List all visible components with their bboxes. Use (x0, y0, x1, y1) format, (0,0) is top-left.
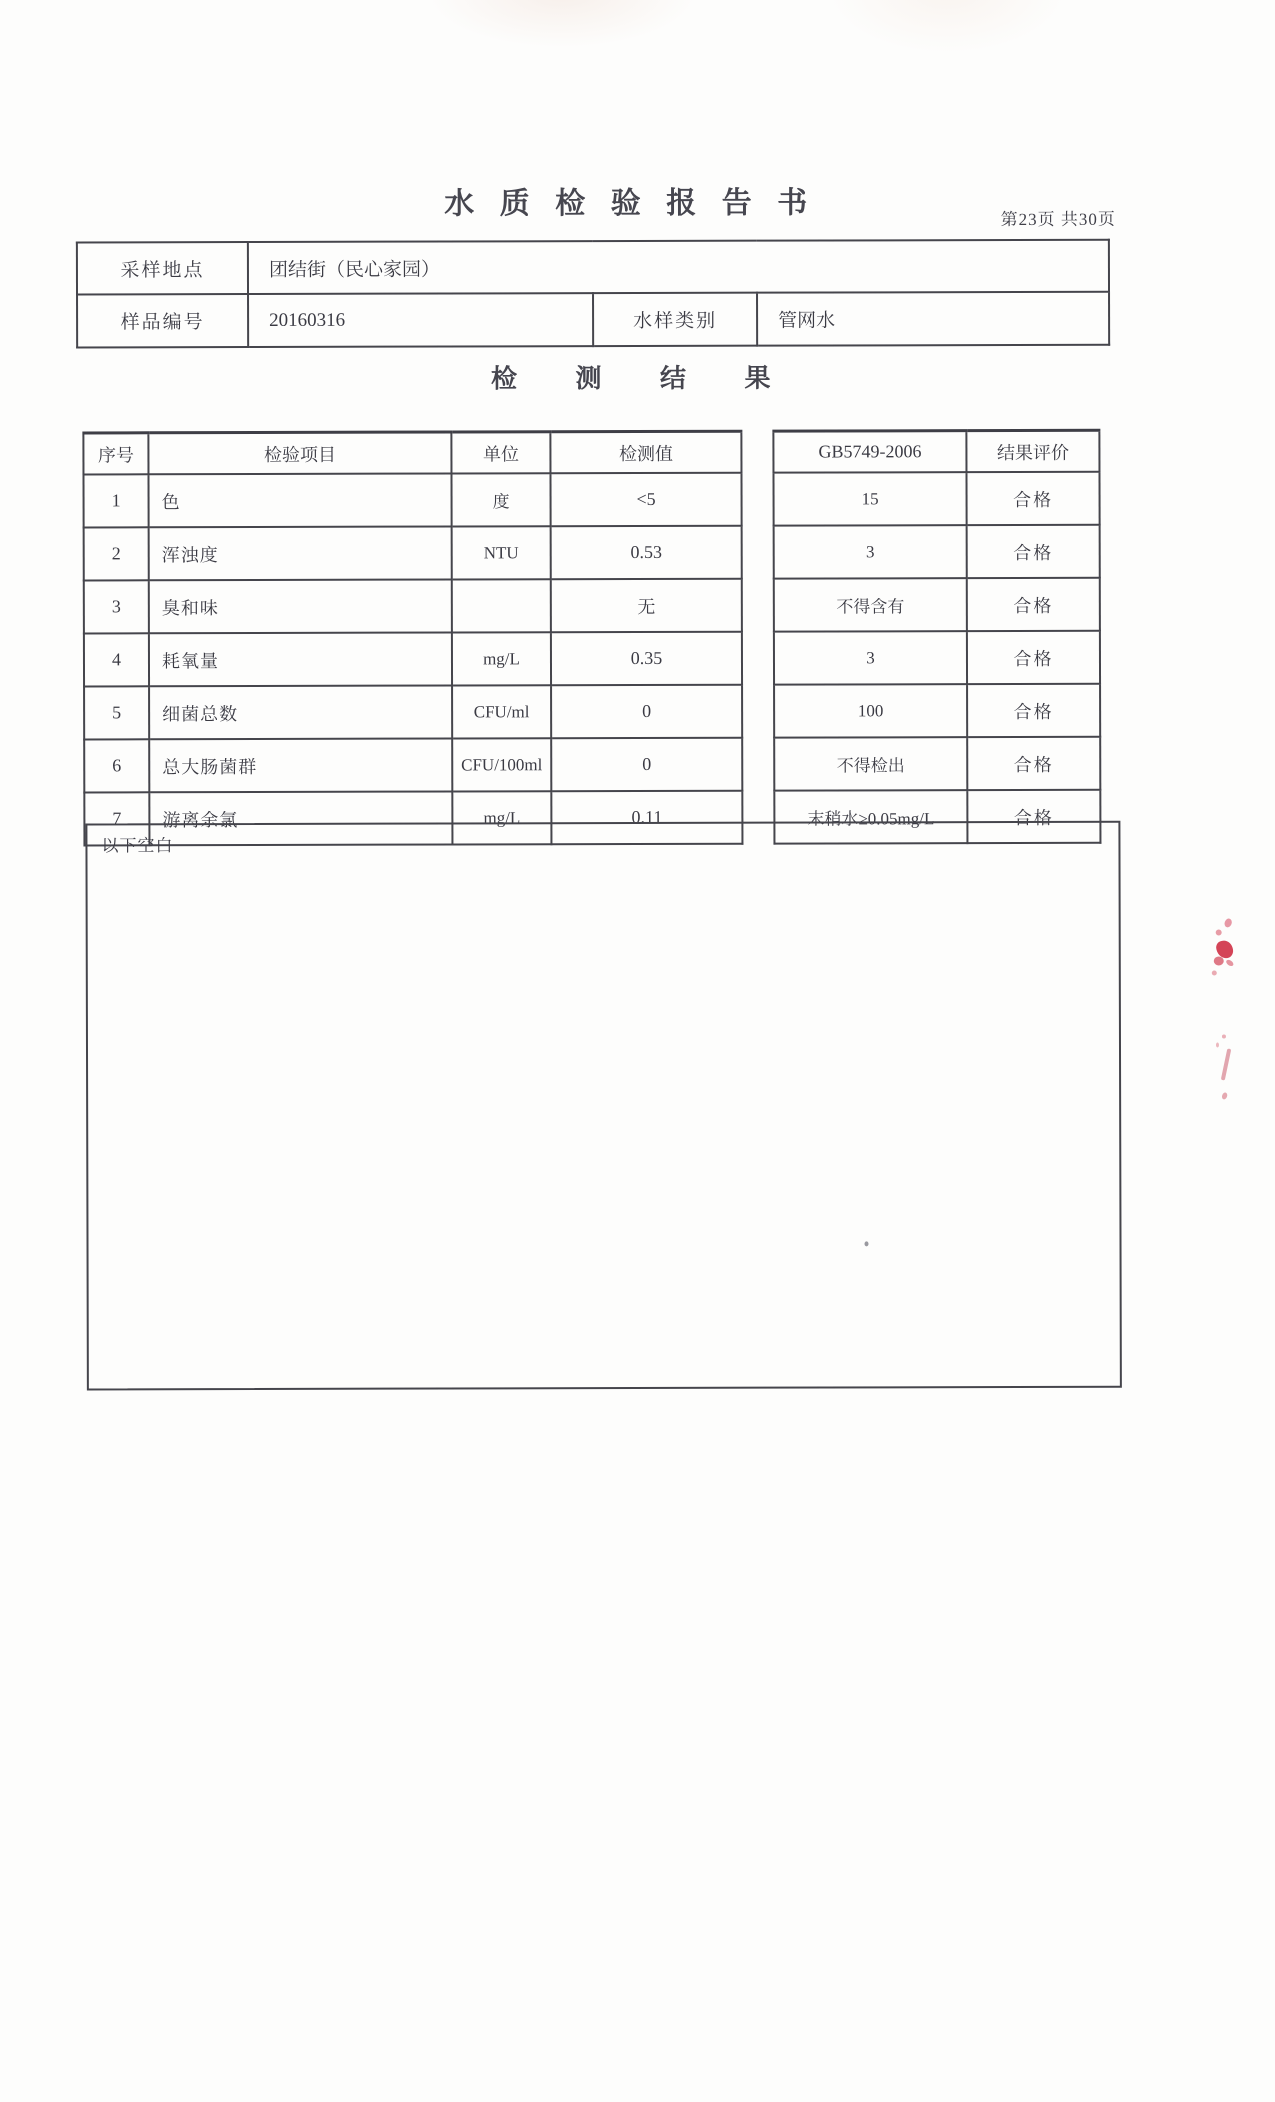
scan-smudge (427, 0, 697, 49)
row-unit (452, 579, 551, 632)
row-standard: 100 (774, 684, 967, 738)
row-value: 0 (551, 685, 742, 738)
table-row (774, 525, 1100, 579)
row-standard: 15 (773, 472, 966, 526)
row-no: 5 (84, 686, 149, 739)
table-row (774, 684, 1100, 738)
row-standard: 不得含有 (774, 578, 967, 632)
row-no: 3 (84, 580, 149, 633)
row-evaluation: 合格 (967, 631, 1100, 684)
scan-speck (865, 1241, 869, 1246)
col-header-unit: 单位 (451, 432, 550, 474)
results-table-right (772, 429, 1101, 845)
row-no: 4 (84, 633, 149, 686)
row-standard: 末稍水≥0.05mg/L (774, 790, 967, 844)
red-stamp-artifact (1202, 896, 1248, 1116)
row-no: 2 (84, 527, 149, 580)
results-table-left (82, 430, 743, 847)
row-value: <5 (550, 473, 741, 526)
row-value: 0.35 (551, 632, 742, 685)
row-item: 细菌总数 (149, 685, 452, 739)
table-header-row (773, 430, 1099, 472)
table-row (84, 685, 742, 740)
row-evaluation: 合格 (967, 737, 1100, 790)
table-row (84, 632, 742, 687)
stamp-fragment (1225, 959, 1234, 968)
col-header-standard: GB5749-2006 (773, 431, 966, 473)
row-item: 臭和味 (149, 579, 452, 633)
stamp-fragment (1216, 929, 1222, 935)
stamp-fragment (1216, 1042, 1219, 1047)
row-no: 7 (84, 792, 149, 845)
row-unit: 度 (451, 473, 550, 526)
table-row (774, 631, 1100, 685)
stamp-fragment (1223, 918, 1233, 929)
row-unit: CFU/ml (452, 685, 551, 738)
sampling-location-label: 采样地点 (77, 242, 248, 294)
row-item: 游离余氯 (149, 791, 452, 845)
row-value: 0 (551, 738, 742, 791)
row-unit: mg/L (452, 632, 551, 685)
row-no: 1 (83, 474, 148, 527)
page-title: 水 质 检 验 报 告 书 (444, 186, 817, 221)
row-evaluation: 合格 (967, 790, 1100, 843)
scan-smudge (827, 0, 1067, 54)
row-value: 0.11 (551, 791, 742, 844)
sample-info-table (76, 239, 1110, 349)
section-title: 检 测 结 果 (490, 363, 797, 394)
stamp-fragment (1222, 1034, 1226, 1038)
row-item: 色 (148, 473, 451, 527)
table-row (77, 292, 1109, 348)
stamp-fragment (1212, 970, 1217, 975)
col-header-no: 序号 (83, 433, 148, 475)
table-row (84, 738, 742, 793)
row-value: 0.53 (551, 526, 742, 579)
table-row (84, 579, 742, 634)
stamp-fragment (1214, 956, 1224, 965)
row-evaluation: 合格 (967, 684, 1100, 737)
sample-number-label: 样品编号 (77, 294, 248, 347)
row-standard: 3 (774, 525, 967, 579)
water-type-label: 水样类别 (593, 293, 757, 346)
row-item: 总大肠菌群 (149, 738, 452, 792)
stamp-fragment (1221, 1092, 1228, 1100)
row-item: 浑浊度 (149, 526, 452, 580)
water-type-value: 管网水 (757, 292, 1109, 346)
row-unit: NTU (452, 526, 551, 579)
sample-number-value: 20160316 (248, 293, 593, 347)
table-row (774, 737, 1100, 791)
table-header-row (83, 431, 741, 474)
row-unit: CFU/100ml (452, 738, 551, 791)
table-row (77, 240, 1109, 295)
row-evaluation: 合格 (967, 578, 1100, 631)
stamp-fragment (1221, 1048, 1231, 1080)
row-standard: 3 (774, 631, 967, 685)
row-unit: mg/L (452, 791, 551, 844)
page-number-indicator: 第23页 共30页 (1000, 209, 1116, 230)
table-row (773, 472, 1099, 526)
col-header-value: 检测值 (550, 431, 741, 473)
row-value: 无 (551, 579, 742, 632)
row-no: 6 (84, 739, 149, 792)
row-standard: 不得检出 (774, 737, 967, 791)
table-row (84, 526, 742, 581)
row-evaluation: 合格 (967, 525, 1100, 578)
col-header-evaluation: 结果评价 (966, 430, 1099, 472)
row-item: 耗氧量 (149, 632, 452, 686)
table-row (774, 578, 1100, 632)
blank-note: 以下空白 (101, 836, 174, 856)
col-header-item: 检验项目 (148, 432, 451, 474)
remarks-blank-box (85, 821, 1121, 1391)
table-row (83, 473, 741, 528)
row-evaluation: 合格 (966, 472, 1099, 525)
sampling-location-value: 团结街（民心家园） (248, 240, 1109, 294)
